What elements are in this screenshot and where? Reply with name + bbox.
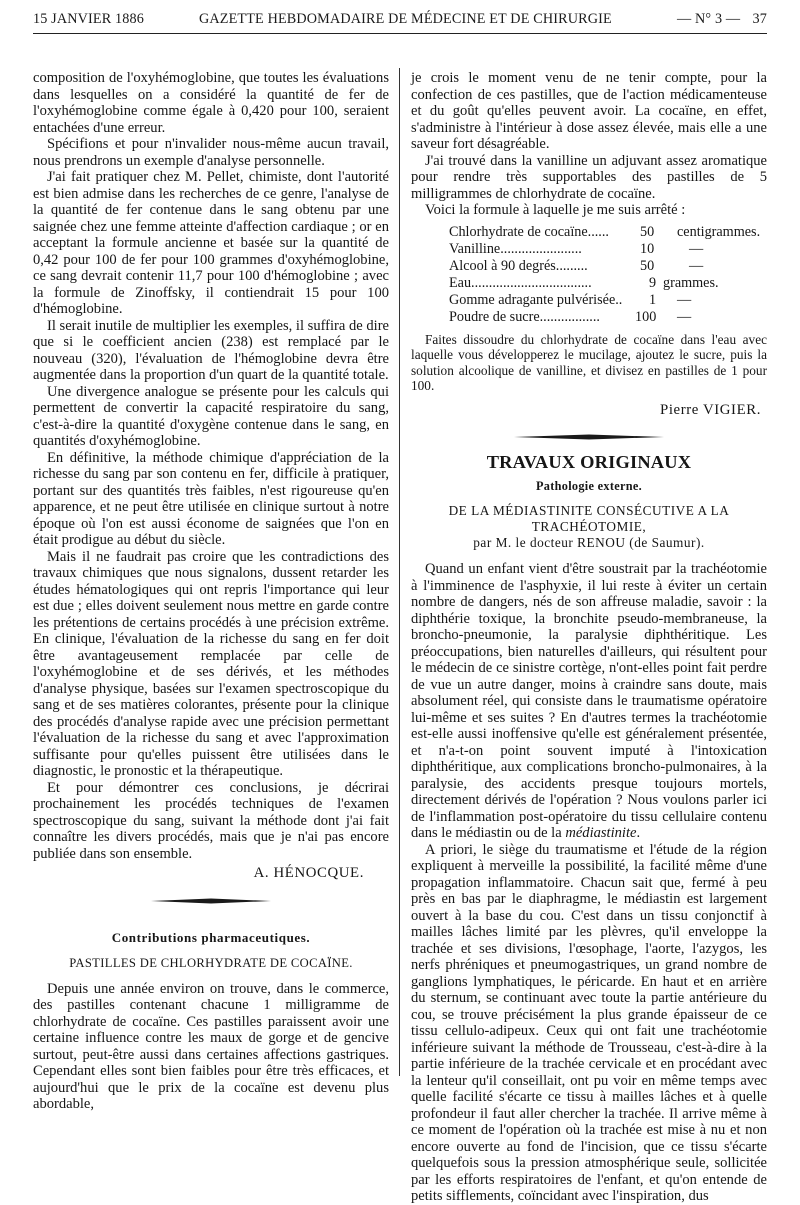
- formula-ingredient: Chlorhydrate de cocaïne......: [449, 223, 609, 240]
- formula-row: [449, 241, 767, 258]
- formula-unit: —: [677, 291, 692, 308]
- paragraph: Mais il ne faudrait pas croire que les contradictions des travaux chimiques que nous signalons, dussent retarder les études hématologiques qui ont repris l'importance qui leur est due ; elles doivent seulement nous mettre en garde contre les prétentions de certains procédés à une précision extrême. En clinique, l'évaluation de la richesse du sang en fer doit être avantageusement remplacée par celle de l'oxyhémoglobine et de ses dérivés, et les méthodes d'analyse physique, basées sur l'examen spectroscopique du sang et de ses matières colorantes, présente pour la clinique des procédés d'analyse rapide avec une précision permettant l'évaluation de la richesse du sang et avec l'approximation suffisante pour qu'elles puissent être utilisées dans le diagnostic, le pronostic et la thérapeutique.: [33, 548, 389, 779]
- paragraph-text: .: [636, 825, 641, 841]
- formula-unit: —: [689, 257, 704, 274]
- formula-quantity: 50: [640, 223, 655, 240]
- formula-quantity: 10: [640, 240, 655, 257]
- paragraph-text: Quand un enfant vient d'être soustrait par la trachéotomie à l'imminence de l'asphyxie, il lui reste à éviter un certain nombre de dangers, nés de son affreuse maladie, savoir : la diphthérie toxique, la bronchite pseudo-membraneuse, la broncho-pneumonie, la paralysie diphthéritique. Les préoccupations, bien naturelles d'ailleurs, qui résultent pour le médecin de ce sinistre cortège, n'ont-elles point fait perdre de vue un autre danger, moins à craindre sans doute, mais absolument réel, qui consiste dans le traumatisme opératoire lui-même et ses suites ? En d'autres termes la trachéotomie est-elle aussi inoffensive qu'elle est généralement présentée, et n'a-t-on point souvent imputé à l'intoxication diphthéritique, aux complications broncho-pulmonaires, à la paralysie, des accidents presque toujours mortels, directement dérivés de l'opération ? Nous voulons parler ici de l'inflammation post-opératoire du tissu cellulaire contenu dans le médiastin ou de la: [411, 561, 767, 841]
- emphasis: médiastinite: [565, 825, 637, 841]
- paragraph: [411, 561, 767, 842]
- preparation-note: Faites dissoudre du chlorhydrate de cocaïne dans l'eau avec laquelle vous développerez le mucilage, ajoutez le sucre, puis la solution alcoolique de vanilline, et divisez en pastilles de 1 pour 100.: [411, 331, 767, 393]
- paragraph: J'ai trouvé dans la vanilline un adjuvant assez aromatique pour rendre très supportables des pastilles de 5 milligrammes de chlorhydrate de cocaïne.: [411, 152, 767, 202]
- formula-unit: grammes.: [663, 274, 719, 291]
- formula-ingredient: Poudre de sucre.................: [449, 308, 600, 325]
- formula-row: [449, 309, 767, 326]
- paragraph: A priori, le siège du traumatisme et l'étude de la région expliquent à merveille la possibilité, la facilité même d'une propagation inflammatoire. Chacun sait que, fermé à peu près en bas par le diaphragme, le médiastin est largement ouvert à la base du cou. C'est dans un tissu conjonctif à mailles lâches limité par les plèvres, qu'il enveloppe la trachée et ses divisions, l'œsophage, l'aorte, l'azygos, les nerfs phréniques et pneumogastriques, un grand nombre de ganglions lymphatiques, le péricarde. En haut et en arrière du sternum, se continuant avec toute la partie antérieure du cou, se trouve précisément la plus grande épaisseur de ce tissu cellulo-adipeux. Ceux qui ont fait une trachéotomie inférieure suivant la méthode de Trousseau, c'est-à-dire à la partie inférieure de la trachée cervicale et en procédant avec la lenteur qu'il conseillait, ont pu voir en même temps avec quelle facilité s'écarte ce tissu à mailles lâches et à quelle profondeur il faut aller chercher la trachée. Il arrive même à ce moment de l'opération où la trachée est mise à nu et non encore ouverte au fond de l'incision, que ce tissu s'écarte quelquefois sous la pression atmosphérique seule, sollicitée par les efforts respiratoires de l'enfant, et qu'on entende de petits sifflements, coïncidant avec l'inspiration, dus: [411, 841, 767, 1204]
- paragraph: Spécifions et pour n'invalider nous-même aucun travail, nous prendrons un exemple d'analyse personnelle.: [33, 136, 389, 169]
- author-signature: A. HÉNOCQUE.: [253, 865, 364, 881]
- article-subheading: PASTILLES DE CHLORHYDRATE DE COCAÏNE.: [69, 956, 353, 970]
- section-separator: [514, 434, 664, 440]
- paragraph: Voici la formule à laquelle je me suis arrêté :: [425, 202, 686, 218]
- formula-unit: —: [689, 240, 704, 257]
- header-rule: [33, 33, 767, 34]
- header-date: 15 JANVIER 1886: [33, 11, 145, 27]
- formula-row: [449, 292, 767, 309]
- article-title: DE LA MÉDIASTINITE CONSÉCUTIVE A LA TRACHÉOTOMIE,: [448, 503, 730, 534]
- running-header: [33, 8, 767, 30]
- paragraph: composition de l'oxyhémoglobine, que toutes les évaluations dans lesquelles on a considéré la quantité de fer de l'oxyhémoglobine comme égale à 0,420 pour 100, seraient entachées d'une erreur.: [33, 70, 389, 136]
- header-issue-number: — N° 3 —: [677, 11, 741, 27]
- formula-quantity: 100: [635, 308, 657, 325]
- paragraph: Depuis une année environ on trouve, dans le commerce, des pastilles contenant chacune 1 milligramme de chlorhydrate de cocaïne. Ces pastilles paraissent avoir une certaine influence contre les maux de gorge et de gencive surtout, peut-être aussi dans certaines affections gastriques. Cependant elles sont bien faibles pour être très efficaces, et aujourd'hui que le prix de la cocaïne est devenu plus abordable,: [33, 980, 389, 1112]
- formula-ingredient: Gomme adragante pulvérisée..: [449, 291, 623, 308]
- formula-quantity: 9: [649, 274, 657, 291]
- header-page-number: 37: [752, 11, 767, 27]
- left-column: [33, 70, 389, 1113]
- right-column: [411, 70, 767, 1205]
- formula-ingredient: Alcool à 90 degrés.........: [449, 257, 588, 274]
- paragraph: En définitive, la méthode chimique d'appréciation de la richesse du sang par son contenu en fer, difficile à pratiquer, portant sur des quantités très faibles, n'est rigoureuse qu'en apparence, et ne peut être utilisée en clinique surtout à notre époque où l'on est aussi économe de saignées que l'on en était prodigue au début du siècle.: [33, 449, 389, 548]
- paragraph: Il serait inutile de multiplier les exemples, il suffira de dire que si le coefficient ancien (238) est remplacé par le nouveau (320), l'évaluation de l'hémoglobine devra être augmentée dans la proportion d'un quart de la quantité totale.: [33, 317, 389, 383]
- formula-row: [449, 224, 767, 241]
- section-separator: [151, 898, 271, 904]
- header-journal-title: GAZETTE HEBDOMADAIRE DE MÉDECINE ET DE CHIRURGIE: [199, 11, 612, 27]
- paragraph: Une divergence analogue se présente pour les calculs qui permettent de convertir la capacité respiratoire du sang, c'est-à-dire la quantité d'oxygène contenue dans le sang, en quantités d'oxyhémoglobine.: [33, 383, 389, 449]
- formula-row: [449, 275, 767, 292]
- paragraph: J'ai fait pratiquer chez M. Pellet, chimiste, dont l'autorité est bien admise dans les recherches de ce genre, l'analyse de la quantité de fer contenue dans le sang obtenu par une saignée chez une femme atteinte d'affection cardiaque ; or en acceptant la formule ancienne et basée sur la quantité de 0,42 pour 100 de fer pour 100 grammes d'oxyhémoglobine, ce sang devrait contenir 11,7 pour 100 d'hémoglobine ; avec la formule de Zinoffsky, il contiendrait 15 pour 100 d'hémoglobine.: [33, 169, 389, 317]
- article-byline: par M. le docteur RENOU (de Saumur).: [473, 535, 705, 550]
- column-divider: [399, 68, 400, 1076]
- paragraph: je crois le moment venu de ne tenir compte, pour la confection de ces pastilles, que de l'action médicamenteuse et du goût qu'elles peuvent avoir. La cocaïne, en effet, s'administre à l'intérieur à dose assez élevée, mais elle a une saveur fort désagréable.: [411, 70, 767, 152]
- formula-quantity: 50: [640, 257, 655, 274]
- formula-unit: —: [677, 308, 692, 325]
- formula-unit: centigrammes.: [677, 223, 761, 240]
- subsection-heading: Pathologie externe.: [535, 478, 643, 493]
- section-heading: TRAVAUX ORIGINAUX: [486, 452, 692, 472]
- formula-quantity: 1: [649, 291, 657, 308]
- author-signature: Pierre VIGIER.: [660, 401, 761, 418]
- paragraph: Et pour démontrer ces conclusions, je décrirai prochainement les procédés techniques de l'examen spectroscopique du sang, suivant la méthode dont j'ai fait connaître les divers procédés, mais que je n'ai pas encore publiée dans son ensemble.: [33, 779, 389, 862]
- formula-ingredient: Vanilline.......................: [449, 240, 582, 257]
- formula-row: [449, 258, 767, 275]
- rubric-heading: Contributions pharmaceutiques.: [111, 929, 311, 945]
- formula-table: [449, 224, 767, 326]
- formula-ingredient: Eau..................................: [449, 274, 592, 291]
